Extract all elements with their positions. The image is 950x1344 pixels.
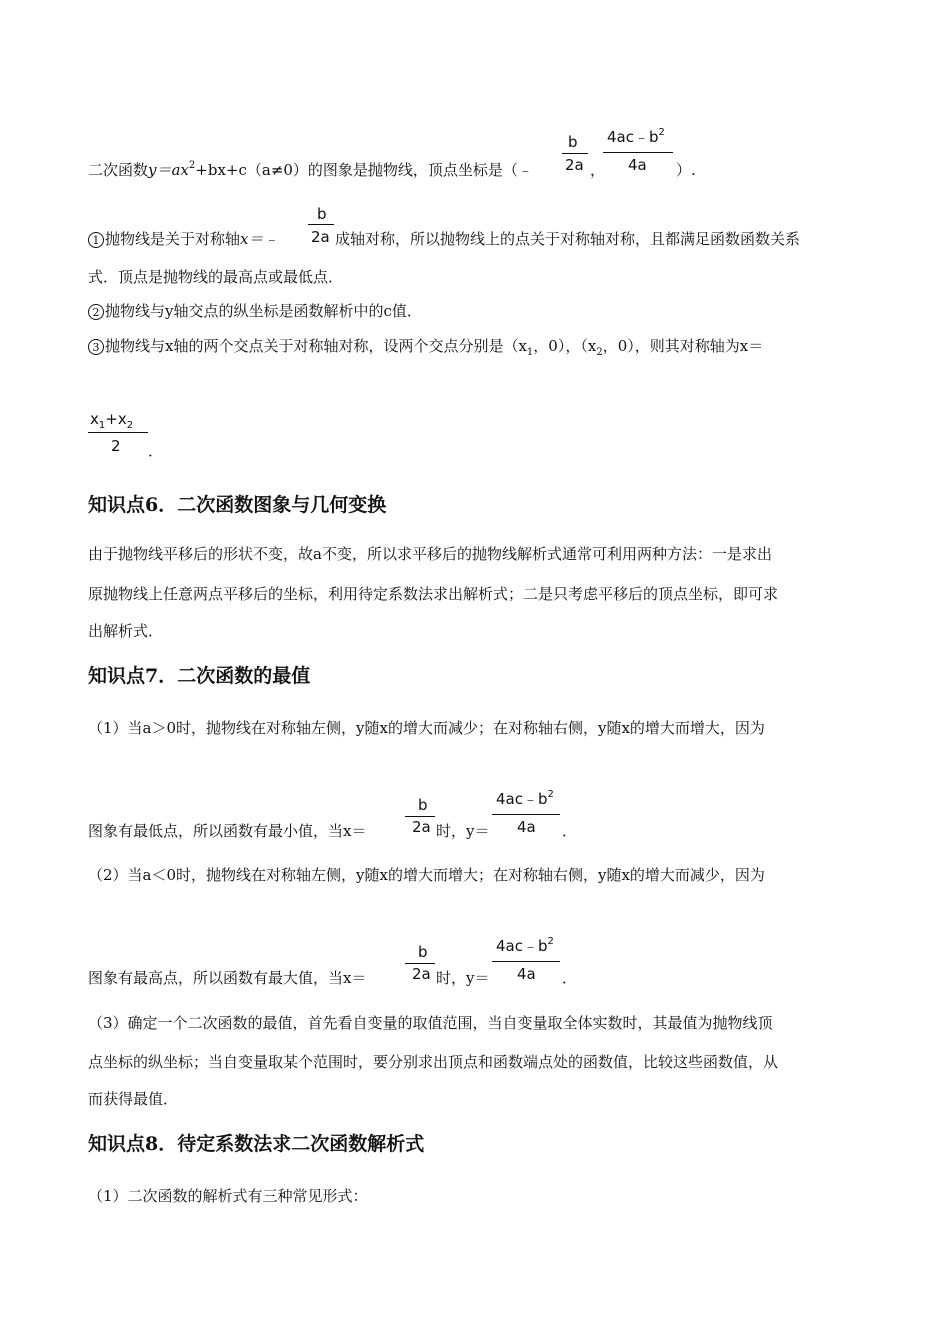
frac-vertex-num-exp: 2 — [658, 127, 665, 138]
text-vertex-rest: +bx+c（a≠0）的图象是抛物线，顶点坐标是（﹣ — [195, 161, 533, 179]
m1-line1: （1）当a＞0时，抛物线在对称轴左侧，y随x的增大而减少；在对称轴右侧，y随x的增大而增大，因为 — [88, 719, 765, 737]
circle-2-icon: 2 — [88, 304, 104, 320]
frac-vertex-num — [607, 128, 665, 149]
p3-end: ． — [148, 442, 164, 460]
p2-line — [88, 301, 422, 321]
circle-1-icon: 1 — [88, 232, 104, 248]
p3-text-c: ，0），则其对称轴为x＝ — [602, 337, 764, 355]
frac-m2-num-text: 4ac﹣b — [496, 937, 548, 955]
frac-p1-num: b — [317, 205, 327, 223]
t6-line3: 出解析式． — [88, 622, 164, 640]
circle-3-icon: 3 — [88, 339, 104, 355]
frac-x1x2-den: 2 — [111, 437, 121, 455]
t8-line: （1）二次函数的解析式有三种常见形式： — [88, 1187, 368, 1205]
p3-text-a: 抛物线与x轴的两个交点关于对称轴对称，设两个交点分别是（x — [105, 337, 527, 355]
p1-line2: 式．顶点是抛物线的最高点或最低点． — [88, 268, 344, 286]
text-vertex-pre: 二次函数 — [88, 161, 149, 179]
m3-line2: 点坐标的纵坐标；当自变量取某个范围时，要分别求出顶点和函数端点处的函数值，比较这些函数值，从 — [88, 1053, 779, 1071]
vertex-line — [88, 160, 533, 183]
frac-x1x2-plus: +x — [105, 410, 127, 428]
heading-7: 知识点7．二次函数的最值 — [88, 665, 311, 687]
m3-line3: 而获得最值． — [88, 1090, 179, 1108]
p3-sub2: 2 — [596, 347, 603, 358]
text-vertex-exp: 2 — [188, 160, 196, 171]
frac-m1-den: 4a — [517, 818, 536, 836]
m1-end: ． — [562, 822, 578, 840]
frac-m1-num-exp: 2 — [547, 789, 554, 800]
frac-m2-bar — [492, 961, 560, 962]
t6-line2: 原抛物线上任意两点平移后的坐标，利用待定系数法求出解析式；二是只考虑平移后的顶点坐标，即可求 — [88, 585, 779, 603]
p1-text-a: 抛物线是关于对称轴 — [105, 230, 241, 248]
m1-line2b: 时，y＝ — [436, 822, 490, 840]
frac-x1x2-num — [90, 410, 133, 431]
m2-line2b: 时，y＝ — [436, 969, 490, 987]
frac-vertex-bar — [603, 152, 673, 153]
p2-text: 抛物线与y轴交点的纵坐标是函数解析中的c值． — [105, 302, 422, 320]
p1-line1 — [88, 229, 278, 249]
frac-m2-b-bar — [405, 963, 435, 964]
frac-vertex-b-num: b — [568, 133, 578, 151]
vertex-close: ）. — [676, 161, 696, 179]
p1-text-b: 成轴对称，所以抛物线上的点关于对称轴对称，且都满足函数函数关系 — [335, 230, 801, 248]
frac-m2-b: b — [418, 943, 428, 961]
frac-m1-num — [496, 790, 554, 811]
frac-vertex-den: 4a — [628, 156, 647, 174]
text-vertex-yeq: y＝ax — [148, 161, 189, 179]
frac-x1x2-x1: x — [90, 410, 99, 428]
frac-p1-bar — [308, 224, 334, 225]
p3-line — [88, 336, 763, 359]
frac-m1-b-bar — [405, 816, 435, 817]
m2-line2a: 图象有最高点，所以函数有最大值，当x＝ — [88, 969, 367, 987]
frac-m2-num — [496, 937, 554, 958]
heading-8: 知识点8．待定系数法求二次函数解析式 — [88, 1133, 425, 1155]
heading-6: 知识点6．二次函数图象与几何变换 — [88, 494, 387, 516]
frac-m1-2a: 2a — [412, 818, 431, 836]
frac-x1x2-sub1: 1 — [98, 420, 106, 431]
m3-line1: （3）确定一个二次函数的最值，首先看自变量的取值范围，当自变量取全体实数时，其最值为抛物线顶 — [88, 1014, 773, 1032]
t6-line1: 由于抛物线平移后的形状不变，故a不变，所以求平移后的抛物线解析式通常可利用两种方法：一是求出 — [88, 545, 772, 563]
p1-xeq: x＝﹣ — [240, 230, 279, 248]
frac-vertex-b-bar — [562, 153, 588, 154]
frac-m1-b: b — [418, 796, 428, 814]
frac-p1-den: 2a — [311, 228, 330, 246]
frac-m2-num-exp: 2 — [547, 936, 554, 947]
frac-m2-2a: 2a — [412, 965, 431, 983]
m2-end: ． — [562, 969, 578, 987]
m2-line1: （2）当a＜0时，抛物线在对称轴左侧，y随x的增大而增大；在对称轴右侧，y随x的增大而减少，因为 — [88, 866, 765, 884]
frac-m2-den: 4a — [517, 965, 536, 983]
frac-vertex-num-text: 4ac﹣b — [607, 128, 659, 146]
p3-sub1: 1 — [526, 347, 534, 358]
p3-text-b: ，0），（x — [533, 337, 597, 355]
vertex-comma: ， — [590, 161, 606, 179]
frac-m1-bar — [492, 814, 560, 815]
frac-vertex-b-den: 2a — [565, 156, 584, 174]
frac-x1x2-bar — [88, 432, 148, 433]
m1-line2a: 图象有最低点，所以函数有最小值，当x＝ — [88, 822, 367, 840]
frac-x1x2-sub2: 2 — [126, 420, 134, 431]
frac-m1-num-text: 4ac﹣b — [496, 790, 548, 808]
